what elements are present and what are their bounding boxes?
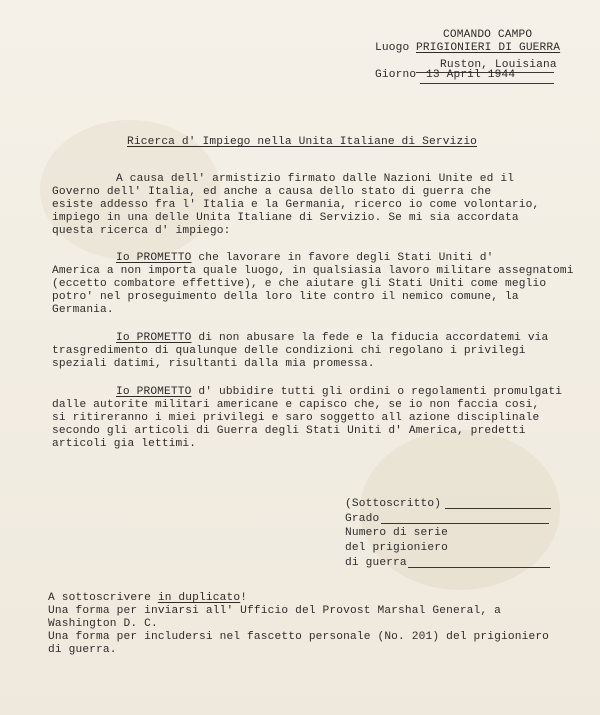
signature-numero-label-2: del prigioniero	[345, 542, 448, 554]
footer-lead-end: !	[240, 592, 248, 604]
header-comando-campo: COMANDO CAMPO	[443, 29, 533, 41]
promise-2-line: trasgredimento di qualunque delle condizioni chi regolano i privilegi	[52, 345, 526, 357]
promise-3-lead: Io PROMETTO	[116, 386, 192, 398]
header-luogo-value: PRIGIONIERI DI GUERRA	[416, 42, 561, 54]
header-luogo-label: Luogo	[375, 42, 410, 54]
intro-line: A causa dell' armistizio firmato dalle Nazioni Unite ed il	[116, 173, 515, 185]
promise-3-line: secondo gli articoli di Guerra degli Stati Uniti d' America, predetti	[52, 425, 526, 437]
promise-1-text: che lavorare in favore degli Stati Uniti d'	[191, 252, 494, 264]
footer-line: Una forma per includersi nel fascetto personale (No. 201) del prigioniero	[48, 631, 550, 643]
signature-numero-label-1: Numero di serie	[345, 527, 448, 539]
intro-line: questa ricerca d' impiego:	[52, 225, 231, 237]
promise-1-line: America a non importa quale luogo, in qualsiasia lavoro militare assegnatomi	[52, 265, 574, 277]
footer-line: Washington D. C.	[48, 618, 158, 630]
promise-1-lead: Io PROMETTO	[116, 252, 192, 264]
intro-line: impiego in una delle Unita Italiane di Servizio. Se mi sia accordata	[52, 212, 519, 224]
promise-1-line: (eccetto combatore effettive), e che aiutare gli Stati Uniti come meglio	[52, 278, 547, 290]
footer-line: di guerra.	[48, 644, 117, 656]
header-giorno-value: 13 April 1944	[426, 69, 516, 81]
signature-line	[445, 508, 551, 509]
signature-numero-label-3: di guerra	[345, 557, 407, 569]
promise-2-first-line	[116, 331, 548, 345]
footer-lead: A sottoscrivere	[48, 592, 158, 604]
signature-grado-label: Grado	[345, 513, 380, 525]
intro-line: esiste addesso fra l' Italia e la Germania, ricerco io come volontario,	[52, 199, 540, 211]
footer-lead-duplicate: in duplicato	[157, 592, 241, 604]
numero-line	[408, 567, 550, 568]
footer-line: Una forma per inviarsi all' Ufficio del Provost Marshal General, a	[48, 605, 501, 617]
promise-1-line: Germania.	[52, 304, 114, 316]
intro-line: Governo dell' Italia, ed anche a causa dello stato di guerra che	[52, 186, 492, 198]
promise-1-line: potro' nel proseguimento della loro lite contro il nemico comune, la	[52, 291, 519, 303]
document-title: Ricerca d' Impiego nella Unita Italiane di Servizio	[127, 136, 478, 148]
promise-3-line: si ritireranno i miei privilegi e saro soggetto all azione disciplinale	[52, 412, 540, 424]
promise-2-line: speziali datimi, risultanti dalla mia promessa.	[52, 358, 375, 370]
header-date-rule	[420, 83, 554, 84]
promise-3-text: d' ubbidire tutti gli ordini o regolamenti promulgati	[191, 386, 563, 398]
signature-sottoscritto-label: (Sottoscritto)	[345, 498, 442, 510]
header-city: Ruston, Louisiana	[440, 59, 557, 71]
promise-3-first-line	[116, 385, 562, 399]
promise-3-line: articoli gia lettimi.	[52, 438, 197, 450]
header-giorno-label: Giorno	[375, 69, 417, 81]
grado-line	[381, 523, 549, 524]
promise-1-first-line	[116, 251, 494, 265]
promise-3-line: dalle autorite militari americane e capisco che, se io non faccia cosi,	[52, 399, 540, 411]
promise-2-lead: Io PROMETTO	[116, 332, 192, 344]
footer-first-line	[48, 591, 247, 605]
promise-2-text: di non abusare la fede e la fiducia accordatemi via	[191, 332, 549, 344]
